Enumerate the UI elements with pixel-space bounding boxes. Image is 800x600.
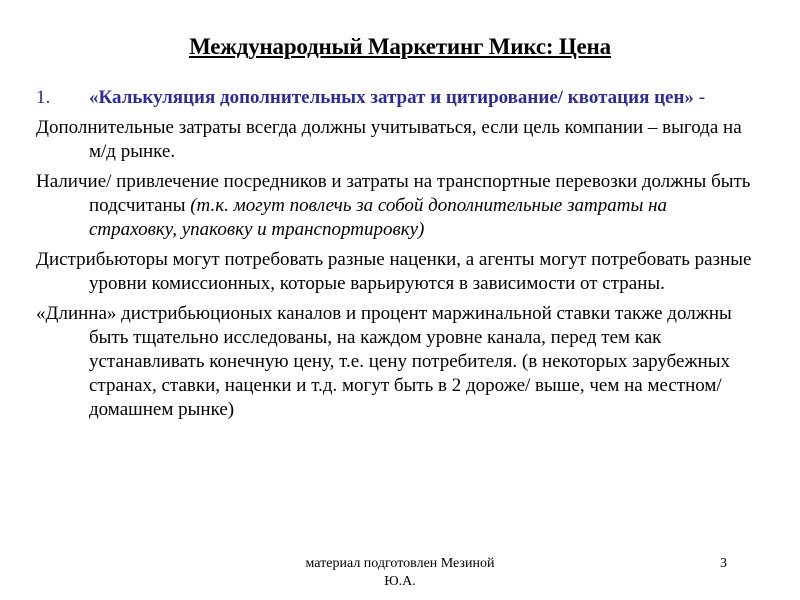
page-number: 3 xyxy=(720,556,727,571)
list-item-number: 1. xyxy=(36,87,51,108)
footer-author-line2: Ю.А. xyxy=(384,574,416,589)
slide-title: Международный Маркетинг Микс: Цена xyxy=(189,34,611,59)
paragraph-text: «Длинна» дистрибьюционых каналов и процент маржинальной ставки также должны быть тщательно исследованы, на каждом уровне канала, перед тем как устанавливать конечную цену, т.е. цену потребителя. (в некоторых зарубежных странах, ставки, наценки и т.д. могут быть в 2 дороже/ выше, чем на местном/ домашнем рынке) xyxy=(36,303,732,420)
paragraph-channel-length xyxy=(36,302,756,422)
footer-author-line1: материал подготовлен Мезиной xyxy=(305,556,495,571)
paragraph-text: Дополнительные затраты всегда должны учитываться, если цель компании – выгода на м/д рынке. xyxy=(36,117,742,162)
paragraph-text: Дистрибьюторы могут потребовать разные наценки, а агенты могут потребовать разные уровни комиссионных, которые варьируются в зависимости от страны. xyxy=(36,249,752,294)
list-item-1 xyxy=(36,86,756,110)
paragraph-intermediaries xyxy=(36,170,756,242)
footer-author xyxy=(270,555,530,591)
paragraph-additional-costs xyxy=(36,116,756,164)
paragraph-distributors xyxy=(36,248,756,296)
list-item-dash: - xyxy=(693,87,706,108)
list-item-heading: «Калькуляция дополнительных затрат и цитирование/ квотация цен» xyxy=(89,87,694,108)
paragraph-italic-note: (т.к. могут повлечь за собой дополнительные затраты на страховку, упаковку и транспортировку) xyxy=(89,195,667,240)
paragraph-text: Наличие/ привлечение посредников и затраты на транспортные перевозки должны быть подсчитаны xyxy=(36,171,751,216)
slide-body xyxy=(36,86,756,428)
